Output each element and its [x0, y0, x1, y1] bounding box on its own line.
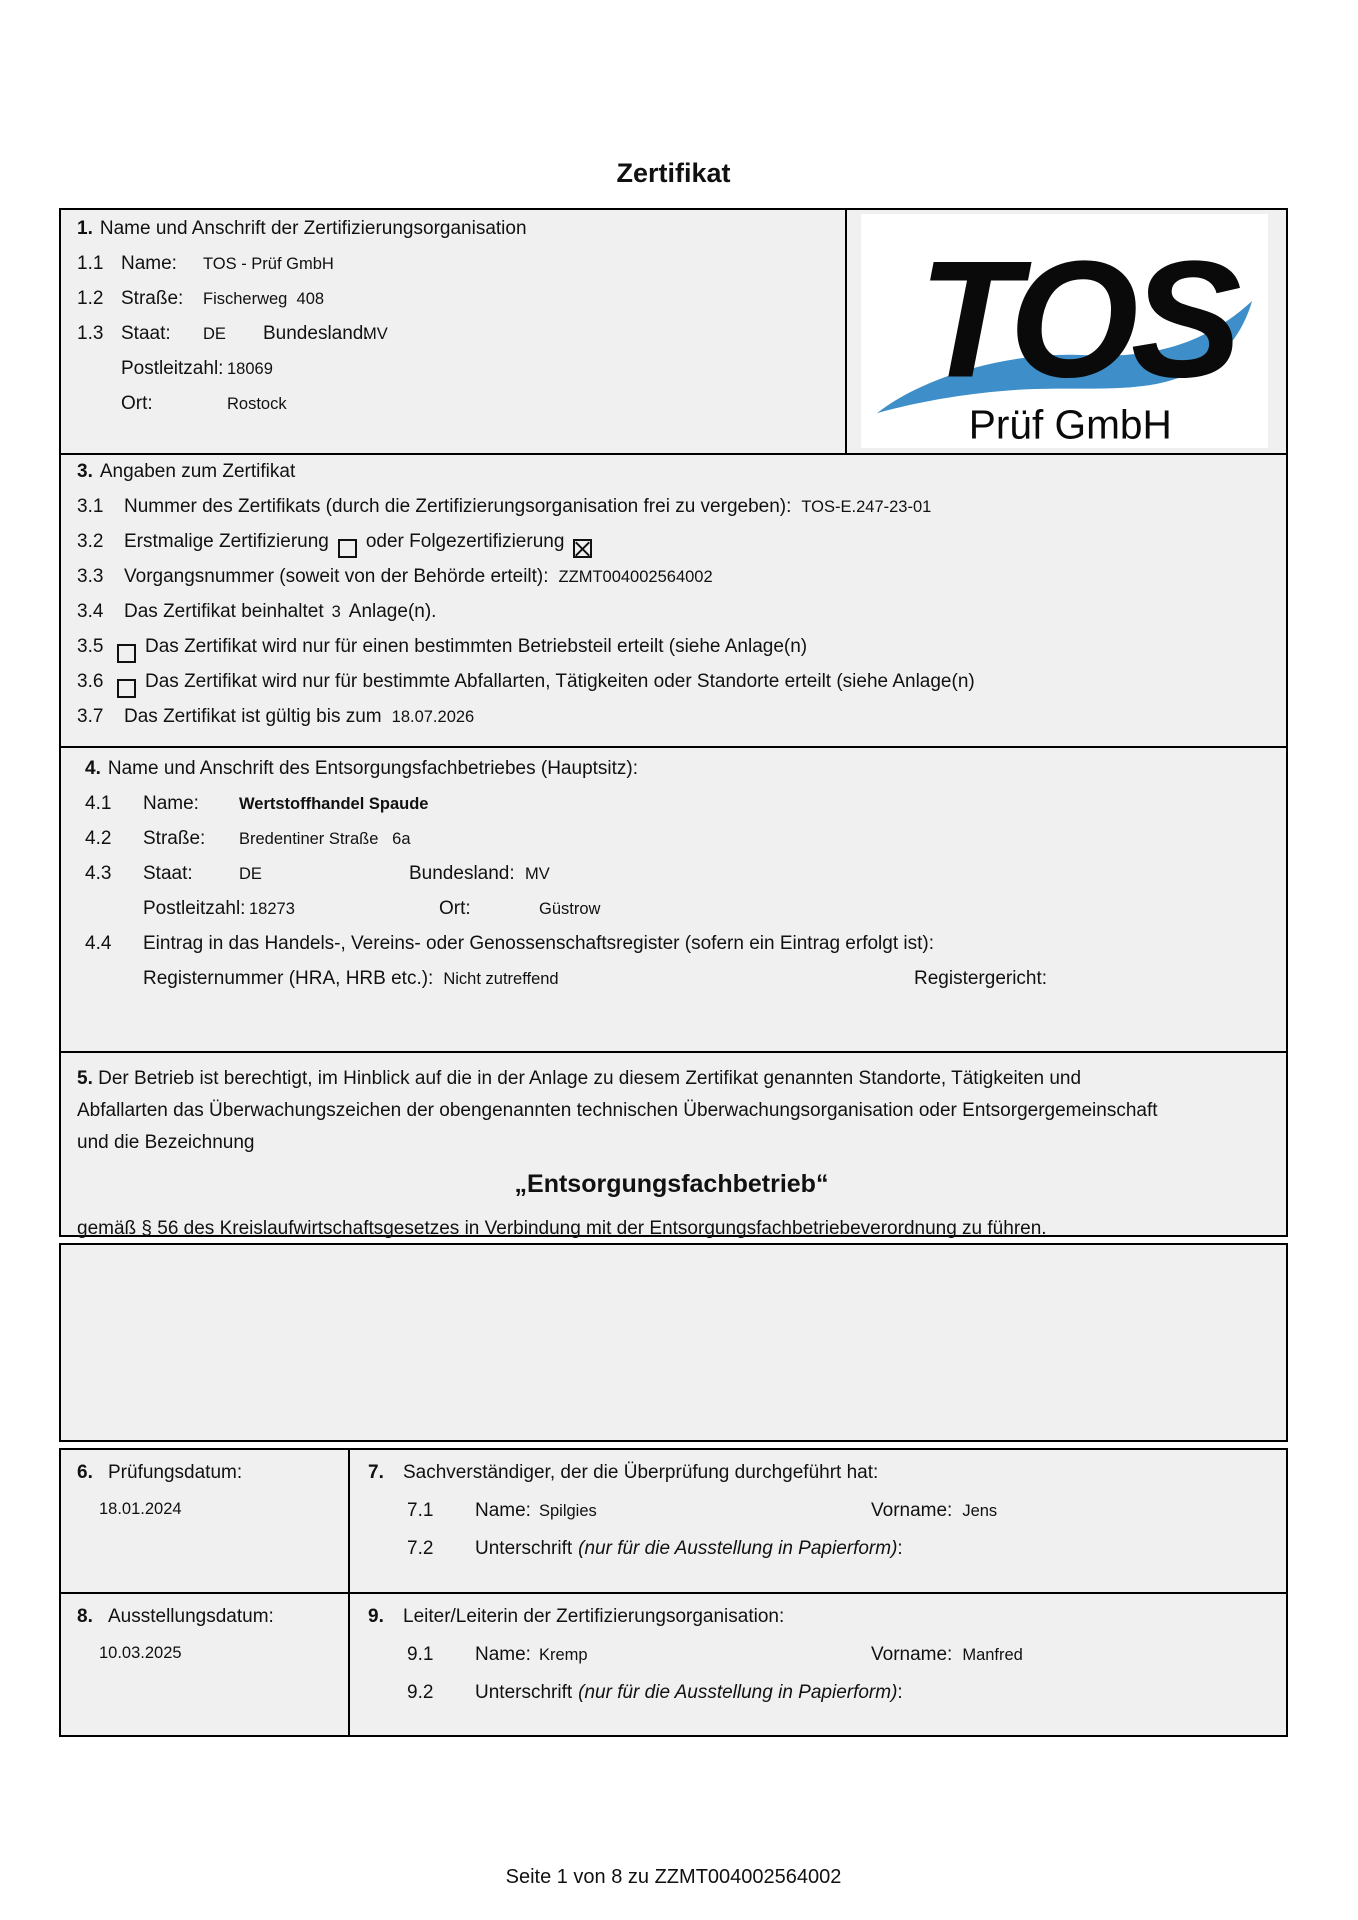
- section-7-heading: Sachverständiger, der die Überprüfung durchgeführt hat:: [403, 1462, 879, 1483]
- row-3-4: 3.4 Das Zertifikat beinhaltet 3 Anlage(n).: [77, 601, 437, 622]
- leader-name-label: Name:: [475, 1644, 531, 1665]
- leader-name-value: Kremp: [538, 1646, 588, 1664]
- section-1-content: [61, 210, 847, 453]
- empty-box: [59, 1243, 1288, 1442]
- row-4-plz: [85, 898, 1286, 933]
- section-5-line-1: 5. Der Betrieb ist berechtigt, im Hinblick auf die in der Anlage zu diesem Zertifikat genannten Standorte, Tätigkeiten und: [77, 1068, 1082, 1089]
- row-4-2: 4.2 Straße: Bredentiner Straße 6a: [85, 828, 411, 849]
- section-1-heading: Name und Anschrift der Zertifizierungsorganisation: [99, 218, 527, 239]
- company-zip-label: Postleitzahl:: [143, 898, 246, 919]
- company-state-value: MV: [525, 865, 550, 883]
- certifier-zip-value: 18069: [227, 360, 273, 378]
- section-4-heading-row: [85, 758, 1286, 793]
- company-city-value: Güstrow: [539, 900, 601, 918]
- company-street-label: Straße:: [143, 828, 206, 849]
- street-label: Straße:: [121, 288, 184, 309]
- row-3-5: 3.5 Das Zertifikat wird nur für einen bestimmten Betriebsteil erteilt (siehe Anlage(n): [77, 636, 1286, 671]
- leader-firstname-label: Vorname:: [871, 1644, 953, 1665]
- abfallarten-label: Das Zertifikat wird nur für bestimmte Abfallarten, Tätigkeiten oder Standorte erteilt (siehe Anlage(n): [145, 671, 975, 692]
- checkbox-abfallarten: [117, 679, 136, 698]
- section-7-cell: [350, 1450, 1286, 1592]
- section-7-heading-row: 7. Sachverständiger, der die Überprüfung durchgeführt hat:: [368, 1462, 879, 1483]
- section-5-box: [59, 1051, 1288, 1237]
- pruefungsdatum-label: Prüfungsdatum:: [108, 1462, 243, 1483]
- leader-signature-note: (nur für die Ausstellung in Papierform): [578, 1682, 898, 1703]
- section-6-cell: [61, 1450, 350, 1592]
- certifier-street-value: Fischerweg 408: [203, 290, 325, 308]
- leader-signature-label: Unterschrift: [475, 1682, 573, 1703]
- company-state-label: Bundesland:: [409, 863, 515, 884]
- state-label: Bundesland:: [263, 323, 369, 344]
- row-1-ort: [77, 393, 845, 428]
- register-number-value: Nicht zutreffend: [443, 970, 559, 988]
- register-number-label: Registernummer (HRA, HRB etc.):: [143, 968, 434, 989]
- row-4-register: [85, 968, 1286, 1003]
- section-1-heading-row: [77, 218, 845, 253]
- section-4-box: [59, 746, 1288, 1053]
- tos-logo: [861, 214, 1268, 448]
- section-6-heading-row: 6. Prüfungsdatum:: [77, 1462, 243, 1483]
- ausstellungsdatum-value: 10.03.2025: [99, 1644, 182, 1662]
- company-name-value: Wertstoffhandel Spaude: [239, 795, 429, 813]
- section-4-heading: Name und Anschrift des Entsorgungsfachbetriebes (Hauptsitz):: [107, 758, 639, 779]
- expert-firstname-label: Vorname:: [871, 1500, 953, 1521]
- certifier-name-value: TOS - Prüf GmbH: [203, 255, 334, 273]
- name-label: Name:: [121, 253, 177, 274]
- section-1-number: 1.: [77, 218, 93, 239]
- certificate-number-label: Nummer des Zertifikats (durch die Zertifizierungsorganisation frei zu vergeben):: [124, 496, 792, 517]
- row-3-3: 3.3 Vorgangsnummer (soweit von der Behörde erteilt): ZZMT004002564002: [77, 566, 713, 587]
- section-3-heading: Angaben zum Zertifikat: [99, 461, 296, 482]
- row-7-1: 7.1 Name: Spilgies Vorname: Jens: [407, 1500, 998, 1521]
- expert-name-label: Name:: [475, 1500, 531, 1521]
- logo-sub-text: Prüf GmbH: [968, 401, 1172, 448]
- section-1-box: [59, 208, 1288, 455]
- section-8-heading-row: 8. Ausstellungsdatum:: [77, 1606, 274, 1627]
- page-footer: Seite 1 von 8 zu ZZMT004002564002: [505, 1866, 842, 1888]
- section-5-closing: gemäß § 56 des Kreislaufwirtschaftsgesetzes in Verbindung mit der Entsorgungsfachbetriebeverordnung zu führen.: [77, 1218, 1047, 1239]
- vorgangsnummer-label: Vorgangsnummer (soweit von der Behörde erteilt):: [124, 566, 549, 587]
- company-name-label: Name:: [143, 793, 199, 814]
- folge-label: oder Folgezertifizierung: [365, 531, 565, 552]
- checkbox-betriebsteil: [117, 644, 136, 663]
- row-3-6: 3.6 Das Zertifikat wird nur für bestimmte Abfallarten, Tätigkeiten oder Standorte erteilt (siehe Anlage(n): [77, 671, 1286, 706]
- city-label: Ort:: [121, 393, 153, 414]
- zip-label: Postleitzahl:: [121, 358, 224, 379]
- page-title: Zertifikat: [616, 158, 731, 188]
- certifier-state-value: MV: [363, 325, 388, 343]
- leader-firstname-value: Manfred: [962, 1646, 1023, 1664]
- tos-logo-graphic: [861, 214, 1268, 448]
- company-city-label: Ort:: [439, 898, 471, 919]
- company-country-value: DE: [239, 865, 262, 883]
- section-6-7-box: [59, 1448, 1288, 1594]
- row-1-1: 1.1 Name: TOS - Prüf GmbH: [77, 253, 334, 274]
- register-entry-label: Eintrag in das Handels-, Vereins- oder Genossenschaftsregister (sofern ein Eintrag erfolgt ist):: [143, 933, 934, 954]
- row-1-plz: [77, 358, 845, 393]
- row-1-2: 1.2 Straße: Fischerweg 408: [77, 288, 325, 309]
- row-3-7: 3.7 Das Zertifikat ist gültig bis zum 18.07.2026: [77, 706, 475, 727]
- checkbox-folgezertifizierung: [573, 539, 592, 558]
- gueltig-bis-value: 18.07.2026: [391, 708, 475, 726]
- anlagen-label-a: Das Zertifikat beinhaltet: [124, 601, 324, 622]
- expert-signature-note: (nur für die Ausstellung in Papierform): [578, 1538, 898, 1559]
- section-5-line-2: Abfallarten das Überwachungszeichen der obengenannten technischen Überwachungsorganisation oder Entsorgergemeinschaft: [77, 1100, 1158, 1121]
- company-zip-value: 18273: [249, 900, 295, 918]
- ausstellungsdatum-label: Ausstellungsdatum:: [108, 1606, 274, 1627]
- certifier-city-value: Rostock: [227, 395, 287, 413]
- row-4-4: 4.4 Eintrag in das Handels-, Vereins- oder Genossenschaftsregister (sofern ein Eintrag erfolgt ist):: [85, 933, 934, 954]
- checkbox-erstmalige-zertifizierung: [338, 539, 357, 558]
- row-1-3: 1.3 Staat: DE Bundesland: MV: [77, 323, 388, 344]
- expert-name-value: Spilgies: [538, 1502, 597, 1520]
- gueltig-bis-label: Das Zertifikat ist gültig bis zum: [124, 706, 382, 727]
- section-8-cell: [61, 1594, 350, 1735]
- section-3-heading-row: [77, 461, 1286, 496]
- section-9-heading-row: 9. Leiter/Leiterin der Zertifizierungsorganisation:: [368, 1606, 785, 1627]
- row-9-2: 9.2 Unterschrift (nur für die Ausstellung in Papierform) :: [407, 1682, 903, 1703]
- expert-signature-label: Unterschrift: [475, 1538, 573, 1559]
- section-3-box: [59, 453, 1288, 748]
- section-3-number: 3.: [77, 461, 93, 482]
- section-5-line-3: und die Bezeichnung: [77, 1132, 255, 1153]
- anlagen-count-value: 3: [331, 603, 341, 621]
- anlagen-label-b: Anlage(n).: [348, 601, 437, 622]
- section-8-9-box: [59, 1592, 1288, 1737]
- row-3-2: 3.2 Erstmalige Zertifizierung oder Folgezertifizierung: [77, 531, 1286, 566]
- section-4-number: 4.: [85, 758, 101, 779]
- erstmalige-label: Erstmalige Zertifizierung: [124, 531, 329, 552]
- row-4-1: 4.1 Name: Wertstoffhandel Spaude: [85, 793, 429, 814]
- betriebsteil-label: Das Zertifikat wird nur für einen bestimmten Betriebsteil erteilt (siehe Anlage(n): [145, 636, 808, 657]
- row-4-3: 4.3 Staat: DE Bundesland: MV: [85, 863, 550, 884]
- certifier-country-value: DE: [203, 325, 226, 343]
- vorgangsnummer-value: ZZMT004002564002: [558, 568, 713, 586]
- company-street-value: Bredentiner Straße 6a: [239, 830, 411, 848]
- register-court-label: Registergericht:: [914, 968, 1048, 989]
- section-6-value-row: [77, 1500, 348, 1538]
- certificate-number-value: TOS-E.247-23-01: [801, 498, 932, 516]
- country-label: Staat:: [121, 323, 171, 344]
- expert-firstname-value: Jens: [962, 1502, 998, 1520]
- pruefungsdatum-value: 18.01.2024: [99, 1500, 182, 1518]
- row-9-1: 9.1 Name: Kremp Vorname: Manfred: [407, 1644, 1023, 1665]
- section-9-heading: Leiter/Leiterin der Zertifizierungsorganisation:: [403, 1606, 785, 1627]
- row-3-1: 3.1 Nummer des Zertifikats (durch die Zertifizierungsorganisation frei zu vergeben): TOS-E.247-23-01: [77, 496, 932, 517]
- section-8-value-row: [77, 1644, 348, 1682]
- row-7-2: 7.2 Unterschrift (nur für die Ausstellung in Papierform) :: [407, 1538, 903, 1559]
- company-country-label: Staat:: [143, 863, 193, 884]
- entsorgungsfachbetrieb-title: „Entsorgungsfachbetrieb“: [514, 1170, 829, 1198]
- section-9-cell: [350, 1594, 1286, 1735]
- logo-cell: [847, 210, 1286, 453]
- logo-main-text: TOS: [918, 226, 1234, 413]
